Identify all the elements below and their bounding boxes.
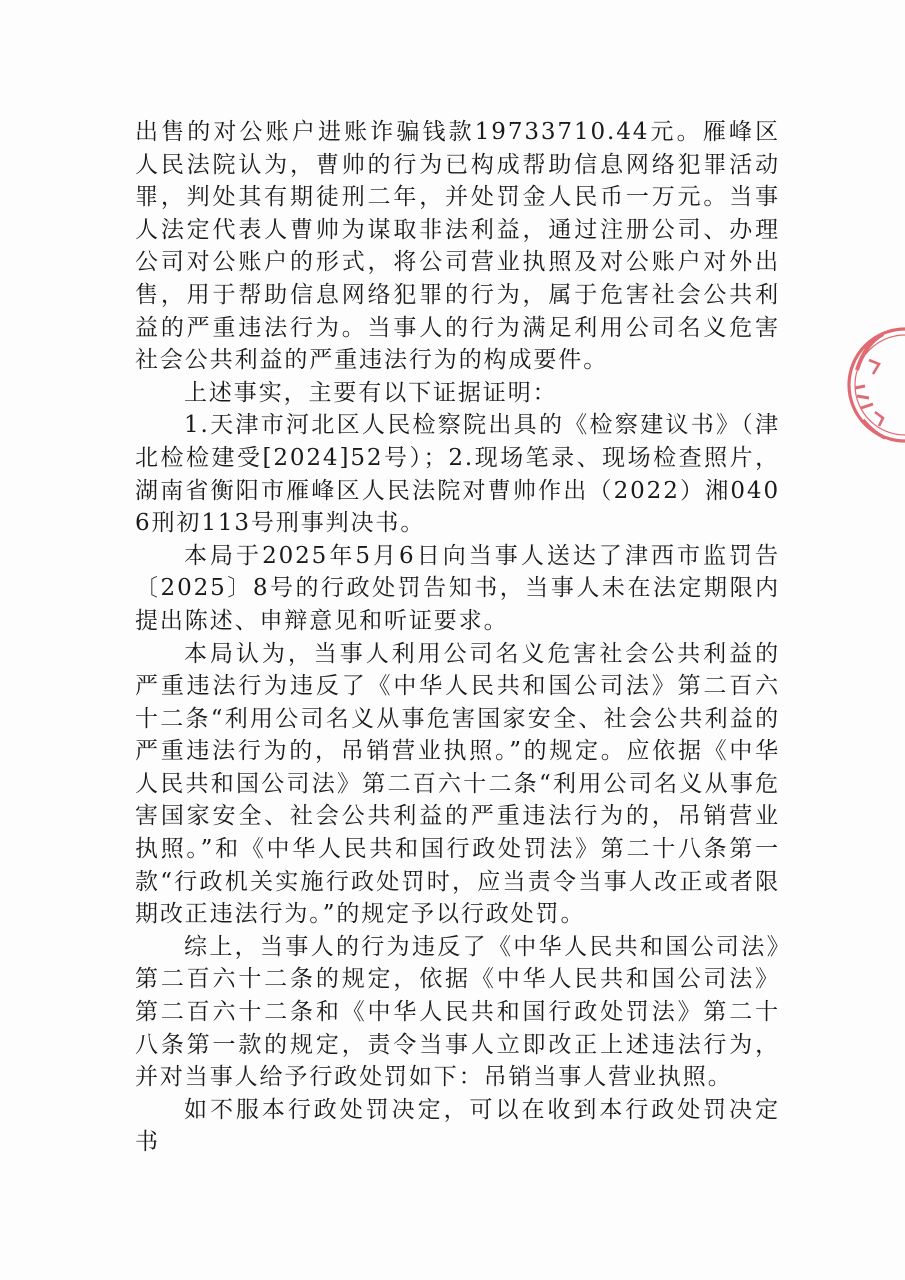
document-body: [135, 116, 780, 1159]
paragraph-case-facts: 出售的对公账户进账诈骗钱款19733710.44元。雁峰区人民法院认为，曹帅的行为已构成帮助信息网络犯罪活动罪，判处其有期徒刑二年，并处罚金人民币一万元。当事人法定代表人曹帅为谋取非法利益，通过注册公司、办理公司对公账户的形式，将公司营业执照及对公账户对外出售，用于帮助信息网络犯罪的行为，属于危害社会公共利益的严重违法行为。当事人的行为满足利用公司名义危害社会公共利益的严重违法行为的构成要件。: [135, 119, 780, 374]
paragraph-evidence-intro: 上述事实，主要有以下证据证明：: [184, 379, 558, 406]
paragraph-appeal-notice: 如不服本行政处罚决定，可以在收到本行政处罚决定书: [135, 1096, 780, 1156]
official-seal-stamp: [843, 300, 905, 470]
paragraph-bureau-opinion: 本局认为，当事人利用公司名义危害社会公共利益的严重违法行为违反了《中华人民共和国公司法》第二百六十二条“利用公司名义从事危害国家安全、社会公共利益的严重违法行为的，吊销营业执照。”的规定。应依据《中华人民共和国公司法》第二百六十二条“利用公司名义从事危害国家安全、社会公共利益的严重违法行为的，吊销营业执照。”和《中华人民共和国行政处罚法》第二十八条第一款“行政机关实施行政处罚时，应当责令当事人改正或者限期改正违法行为。”的规定予以行政处罚。: [135, 640, 780, 928]
paragraph-decision: 综上，当事人的行为违反了《中华人民共和国公司法》第二百六十二条的规定，依据《中华人民共和国公司法》第二百六十二条和《中华人民共和国行政处罚法》第二十八条第一款的规定，责令当事人立即改正上述违法行为，并对当事人给予行政处罚如下：吊销当事人营业执照。: [135, 933, 780, 1091]
paragraph-notice-served: 本局于2025年5月6日向当事人送达了津西市监罚告〔2025〕8号的行政处罚告知书，当事人未在法定期限内提出陈述、申辩意见和听证要求。: [135, 542, 780, 634]
paragraph-evidence-list: 1.天津市河北区人民检察院出具的《检察建议书》（津北检检建受[2024]52号）；2.现场笔录、现场检查照片，湖南省衡阳市雁峰区人民法院对曹帅作出（2022）湘0406刑初113号刑事判决书。: [135, 412, 780, 537]
